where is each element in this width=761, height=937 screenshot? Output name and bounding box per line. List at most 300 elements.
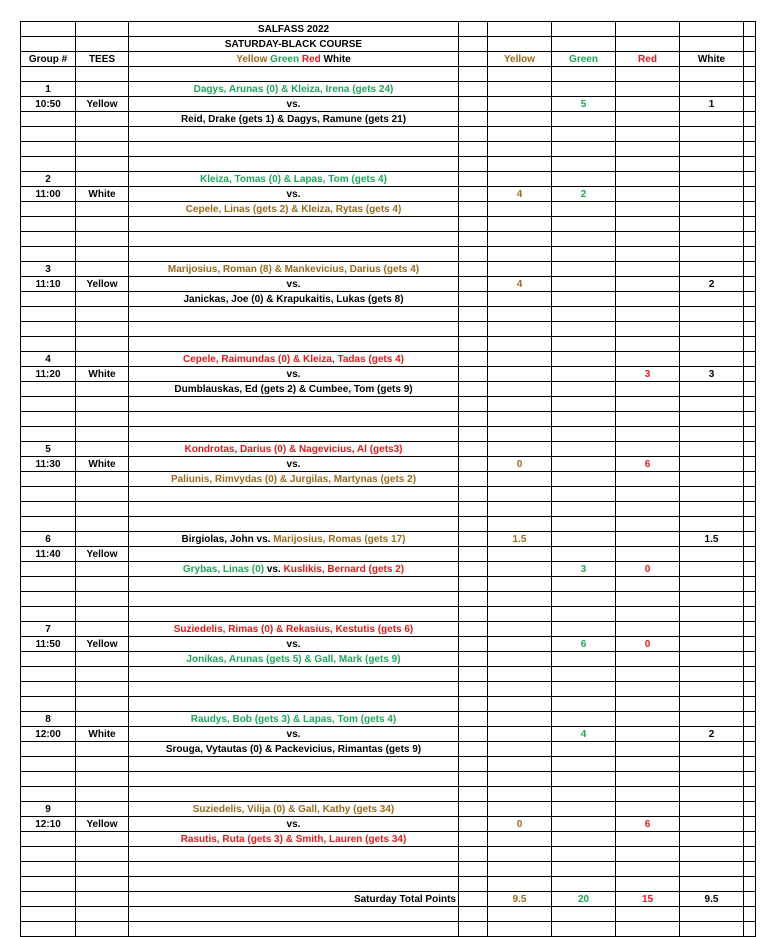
empty-cell bbox=[552, 772, 616, 787]
tees-color: White bbox=[76, 367, 129, 382]
empty-cell bbox=[488, 67, 552, 82]
empty-cell bbox=[129, 502, 459, 517]
empty-cell bbox=[21, 412, 76, 427]
empty-cell bbox=[459, 367, 488, 382]
empty-cell bbox=[459, 742, 488, 757]
empty-cell bbox=[76, 217, 129, 232]
empty-cell bbox=[488, 577, 552, 592]
empty-cell bbox=[552, 22, 616, 37]
empty-cell bbox=[680, 37, 744, 52]
empty-cell bbox=[488, 877, 552, 892]
sheet-row bbox=[21, 922, 756, 937]
empty-cell bbox=[744, 262, 756, 277]
sheet-row bbox=[21, 412, 756, 427]
empty-cell bbox=[21, 337, 76, 352]
score-green: 4 bbox=[552, 727, 616, 742]
empty-cell bbox=[76, 592, 129, 607]
empty-cell bbox=[680, 442, 744, 457]
empty-cell bbox=[744, 757, 756, 772]
empty-cell bbox=[680, 67, 744, 82]
empty-cell bbox=[488, 82, 552, 97]
empty-cell bbox=[488, 352, 552, 367]
empty-cell bbox=[680, 547, 744, 562]
sheet-row bbox=[21, 187, 756, 202]
vs-label: vs. bbox=[129, 637, 459, 652]
group-number: 6 bbox=[21, 532, 76, 547]
empty-cell bbox=[488, 37, 552, 52]
tees-color: Yellow bbox=[76, 97, 129, 112]
sheet-row bbox=[21, 67, 756, 82]
empty-cell bbox=[616, 667, 680, 682]
empty-cell bbox=[680, 202, 744, 217]
empty-cell bbox=[76, 652, 129, 667]
empty-cell bbox=[76, 742, 129, 757]
empty-cell bbox=[459, 172, 488, 187]
empty-cell bbox=[552, 262, 616, 277]
score-red bbox=[616, 727, 680, 742]
empty-cell bbox=[616, 442, 680, 457]
sheet-row bbox=[21, 667, 756, 682]
empty-cell bbox=[21, 562, 76, 577]
empty-cell bbox=[744, 202, 756, 217]
empty-cell bbox=[744, 382, 756, 397]
match-pair-bottom: Srouga, Vytautas (0) & Packevicius, Rimantas (gets 9) bbox=[129, 742, 459, 757]
empty-cell bbox=[552, 442, 616, 457]
score-red: 0 bbox=[616, 562, 680, 577]
empty-cell bbox=[459, 772, 488, 787]
empty-cell bbox=[76, 382, 129, 397]
empty-cell bbox=[76, 622, 129, 637]
empty-cell bbox=[680, 682, 744, 697]
sheet-row bbox=[21, 322, 756, 337]
column-header-white: White bbox=[680, 52, 744, 67]
sheet-row bbox=[21, 142, 756, 157]
empty-cell bbox=[744, 307, 756, 322]
empty-cell bbox=[459, 847, 488, 862]
empty-cell bbox=[76, 847, 129, 862]
score-yellow bbox=[488, 97, 552, 112]
empty-cell bbox=[744, 442, 756, 457]
empty-cell bbox=[21, 787, 76, 802]
team-legend bbox=[129, 52, 459, 67]
empty-cell bbox=[616, 622, 680, 637]
sheet-row bbox=[21, 112, 756, 127]
tee-time: 11:10 bbox=[21, 277, 76, 292]
empty-cell bbox=[616, 112, 680, 127]
empty-cell bbox=[488, 292, 552, 307]
sheet-row bbox=[21, 817, 756, 832]
empty-cell bbox=[129, 157, 459, 172]
empty-cell bbox=[76, 802, 129, 817]
score-yellow bbox=[488, 727, 552, 742]
empty-cell bbox=[21, 322, 76, 337]
score-white: 2 bbox=[680, 727, 744, 742]
empty-cell bbox=[616, 772, 680, 787]
empty-cell bbox=[744, 217, 756, 232]
empty-cell bbox=[76, 442, 129, 457]
sheet-row bbox=[21, 37, 756, 52]
empty-cell bbox=[21, 202, 76, 217]
empty-cell bbox=[552, 667, 616, 682]
empty-cell bbox=[21, 142, 76, 157]
empty-cell bbox=[680, 82, 744, 97]
empty-cell bbox=[488, 802, 552, 817]
empty-cell bbox=[744, 592, 756, 607]
vs-label: vs. bbox=[256, 533, 271, 545]
empty-cell bbox=[459, 142, 488, 157]
sheet-row bbox=[21, 442, 756, 457]
empty-cell bbox=[488, 112, 552, 127]
sheet-row bbox=[21, 862, 756, 877]
empty-cell bbox=[76, 307, 129, 322]
sheet-row bbox=[21, 502, 756, 517]
empty-cell bbox=[459, 517, 488, 532]
empty-cell bbox=[680, 577, 744, 592]
score-green bbox=[552, 457, 616, 472]
empty-cell bbox=[680, 757, 744, 772]
empty-cell bbox=[488, 262, 552, 277]
empty-cell bbox=[744, 682, 756, 697]
match-pair-bottom: Janickas, Joe (0) & Krapukaitis, Lukas (gets 8) bbox=[129, 292, 459, 307]
empty-cell bbox=[488, 697, 552, 712]
legend-red: Red bbox=[301, 53, 321, 65]
sheet-row bbox=[21, 832, 756, 847]
empty-cell bbox=[616, 907, 680, 922]
empty-cell bbox=[744, 517, 756, 532]
empty-cell bbox=[744, 472, 756, 487]
empty-cell bbox=[76, 22, 129, 37]
empty-cell bbox=[616, 142, 680, 157]
sheet-row bbox=[21, 772, 756, 787]
empty-cell bbox=[616, 82, 680, 97]
empty-cell bbox=[21, 247, 76, 262]
tee-time: 11:00 bbox=[21, 187, 76, 202]
empty-cell bbox=[552, 382, 616, 397]
empty-cell bbox=[488, 757, 552, 772]
tee-time: 11:50 bbox=[21, 637, 76, 652]
empty-cell bbox=[488, 922, 552, 937]
match-pair-bottom: Cepele, Linas (gets 2) & Kleiza, Rytas (gets 4) bbox=[129, 202, 459, 217]
empty-cell bbox=[488, 322, 552, 337]
score-yellow: 4 bbox=[488, 277, 552, 292]
empty-cell bbox=[459, 892, 488, 907]
sheet-row bbox=[21, 877, 756, 892]
empty-cell bbox=[459, 397, 488, 412]
empty-cell bbox=[616, 802, 680, 817]
tees-color: White bbox=[76, 457, 129, 472]
empty-cell bbox=[459, 112, 488, 127]
empty-cell bbox=[129, 217, 459, 232]
empty-cell bbox=[616, 382, 680, 397]
empty-cell bbox=[459, 352, 488, 367]
empty-cell bbox=[459, 817, 488, 832]
sheet-row bbox=[21, 652, 756, 667]
empty-cell bbox=[488, 862, 552, 877]
empty-cell bbox=[129, 142, 459, 157]
empty-cell bbox=[744, 862, 756, 877]
empty-cell bbox=[680, 847, 744, 862]
empty-cell bbox=[552, 487, 616, 502]
empty-cell bbox=[680, 802, 744, 817]
empty-cell bbox=[744, 832, 756, 847]
empty-cell bbox=[680, 22, 744, 37]
empty-cell bbox=[459, 97, 488, 112]
sheet-row bbox=[21, 622, 756, 637]
empty-cell bbox=[616, 712, 680, 727]
sheet-row bbox=[21, 802, 756, 817]
empty-cell bbox=[680, 472, 744, 487]
empty-cell bbox=[488, 472, 552, 487]
sheet-row bbox=[21, 82, 756, 97]
score-green bbox=[552, 817, 616, 832]
empty-cell bbox=[744, 277, 756, 292]
empty-cell bbox=[744, 172, 756, 187]
group-number: 1 bbox=[21, 82, 76, 97]
empty-cell bbox=[459, 277, 488, 292]
group-number: 7 bbox=[21, 622, 76, 637]
sheet-row bbox=[21, 352, 756, 367]
empty-cell bbox=[129, 877, 459, 892]
empty-cell bbox=[744, 907, 756, 922]
empty-cell bbox=[744, 247, 756, 262]
empty-cell bbox=[680, 247, 744, 262]
tees-color: Yellow bbox=[76, 817, 129, 832]
empty-cell bbox=[552, 157, 616, 172]
empty-cell bbox=[744, 622, 756, 637]
empty-cell bbox=[76, 892, 129, 907]
column-header-green: Green bbox=[552, 52, 616, 67]
empty-cell bbox=[488, 397, 552, 412]
empty-cell bbox=[744, 427, 756, 442]
empty-cell bbox=[459, 502, 488, 517]
empty-cell bbox=[459, 562, 488, 577]
score-red bbox=[616, 532, 680, 547]
empty-cell bbox=[552, 622, 616, 637]
empty-cell bbox=[744, 292, 756, 307]
sheet-row bbox=[21, 682, 756, 697]
empty-cell bbox=[552, 202, 616, 217]
empty-cell bbox=[616, 397, 680, 412]
total-green: 20 bbox=[552, 892, 616, 907]
empty-cell bbox=[744, 607, 756, 622]
sheet-row bbox=[21, 757, 756, 772]
empty-cell bbox=[744, 112, 756, 127]
empty-cell bbox=[76, 112, 129, 127]
empty-cell bbox=[488, 772, 552, 787]
empty-cell bbox=[488, 232, 552, 247]
match-pair-top: Marijosius, Roman (8) & Mankevicius, Darius (gets 4) bbox=[129, 262, 459, 277]
empty-cell bbox=[488, 172, 552, 187]
empty-cell bbox=[488, 247, 552, 262]
empty-cell bbox=[21, 472, 76, 487]
empty-cell bbox=[21, 22, 76, 37]
empty-cell bbox=[616, 67, 680, 82]
empty-cell bbox=[459, 652, 488, 667]
score-red: 6 bbox=[616, 817, 680, 832]
empty-cell bbox=[616, 37, 680, 52]
empty-cell bbox=[129, 322, 459, 337]
empty-cell bbox=[744, 367, 756, 382]
tees-color: Yellow bbox=[76, 277, 129, 292]
match-pair-top: Cepele, Raimundas (0) & Kleiza, Tadas (gets 4) bbox=[129, 352, 459, 367]
empty-cell bbox=[488, 622, 552, 637]
score-green: 6 bbox=[552, 637, 616, 652]
player-left: Grybas, Linas (0) bbox=[182, 563, 265, 575]
sheet-row bbox=[21, 247, 756, 262]
sheet-row bbox=[21, 202, 756, 217]
empty-cell bbox=[616, 922, 680, 937]
sheet-row bbox=[21, 52, 756, 67]
empty-cell bbox=[488, 142, 552, 157]
empty-cell bbox=[616, 292, 680, 307]
sheet-row bbox=[21, 157, 756, 172]
empty-cell bbox=[459, 922, 488, 937]
vs-label: vs. bbox=[129, 727, 459, 742]
empty-cell bbox=[488, 787, 552, 802]
empty-cell bbox=[76, 352, 129, 367]
column-header-yellow: Yellow bbox=[488, 52, 552, 67]
empty-cell bbox=[552, 847, 616, 862]
empty-cell bbox=[680, 127, 744, 142]
empty-cell bbox=[744, 727, 756, 742]
empty-cell bbox=[552, 712, 616, 727]
empty-cell bbox=[552, 697, 616, 712]
match-pair-bottom: Dumblauskas, Ed (gets 2) & Cumbee, Tom (gets 9) bbox=[129, 382, 459, 397]
tees-color: Yellow bbox=[76, 547, 129, 562]
empty-cell bbox=[552, 292, 616, 307]
empty-cell bbox=[680, 217, 744, 232]
empty-cell bbox=[488, 202, 552, 217]
score-green: 2 bbox=[552, 187, 616, 202]
group-number: 4 bbox=[21, 352, 76, 367]
empty-cell bbox=[552, 922, 616, 937]
score-red: 3 bbox=[616, 367, 680, 382]
sheet-row bbox=[21, 217, 756, 232]
empty-cell bbox=[459, 682, 488, 697]
empty-cell bbox=[76, 607, 129, 622]
empty-cell bbox=[552, 877, 616, 892]
sheet-row bbox=[21, 577, 756, 592]
empty-cell bbox=[459, 262, 488, 277]
empty-cell bbox=[744, 802, 756, 817]
empty-cell bbox=[680, 307, 744, 322]
empty-cell bbox=[616, 22, 680, 37]
empty-cell bbox=[459, 637, 488, 652]
empty-cell bbox=[459, 832, 488, 847]
empty-cell bbox=[488, 667, 552, 682]
empty-cell bbox=[552, 577, 616, 592]
empty-cell bbox=[21, 652, 76, 667]
empty-cell bbox=[459, 667, 488, 682]
match-single bbox=[129, 532, 459, 547]
score-sheet bbox=[20, 21, 756, 937]
empty-cell bbox=[616, 577, 680, 592]
empty-cell bbox=[680, 412, 744, 427]
score-white bbox=[680, 187, 744, 202]
empty-cell bbox=[76, 292, 129, 307]
empty-cell bbox=[129, 862, 459, 877]
empty-cell bbox=[680, 262, 744, 277]
sheet-row bbox=[21, 367, 756, 382]
empty-cell bbox=[129, 307, 459, 322]
empty-cell bbox=[76, 322, 129, 337]
sheet-row bbox=[21, 292, 756, 307]
empty-cell bbox=[744, 652, 756, 667]
sheet-row bbox=[21, 487, 756, 502]
empty-cell bbox=[680, 907, 744, 922]
empty-cell bbox=[680, 157, 744, 172]
score-white: 3 bbox=[680, 367, 744, 382]
empty-cell bbox=[459, 622, 488, 637]
player-right: Kuslikis, Bernard (gets 2) bbox=[283, 563, 405, 575]
empty-cell bbox=[680, 172, 744, 187]
empty-cell bbox=[744, 352, 756, 367]
vs-label: vs. bbox=[129, 97, 459, 112]
empty-cell bbox=[459, 427, 488, 442]
empty-cell bbox=[552, 322, 616, 337]
empty-cell bbox=[680, 322, 744, 337]
score-red: 0 bbox=[616, 637, 680, 652]
empty-cell bbox=[744, 487, 756, 502]
empty-cell bbox=[129, 412, 459, 427]
empty-cell bbox=[21, 682, 76, 697]
empty-cell bbox=[129, 397, 459, 412]
empty-cell bbox=[76, 577, 129, 592]
empty-cell bbox=[129, 757, 459, 772]
empty-cell bbox=[744, 892, 756, 907]
vs-label: vs. bbox=[129, 457, 459, 472]
empty-cell bbox=[76, 757, 129, 772]
empty-cell bbox=[552, 142, 616, 157]
empty-cell bbox=[552, 757, 616, 772]
empty-cell bbox=[680, 427, 744, 442]
empty-cell bbox=[616, 217, 680, 232]
empty-cell bbox=[459, 217, 488, 232]
empty-cell bbox=[552, 112, 616, 127]
sheet-title: SALFASS 2022 bbox=[129, 22, 459, 37]
empty-cell bbox=[552, 682, 616, 697]
empty-cell bbox=[459, 82, 488, 97]
empty-cell bbox=[459, 712, 488, 727]
empty-cell bbox=[744, 817, 756, 832]
empty-cell bbox=[488, 517, 552, 532]
empty-cell bbox=[129, 922, 459, 937]
empty-cell bbox=[616, 322, 680, 337]
empty-cell bbox=[616, 202, 680, 217]
score-white bbox=[680, 562, 744, 577]
empty-cell bbox=[616, 262, 680, 277]
match-pair-bottom: Rasutis, Ruta (gets 3) & Smith, Lauren (gets 34) bbox=[129, 832, 459, 847]
empty-cell bbox=[129, 232, 459, 247]
empty-cell bbox=[552, 607, 616, 622]
empty-cell bbox=[552, 217, 616, 232]
sheet-row bbox=[21, 457, 756, 472]
total-white: 9.5 bbox=[680, 892, 744, 907]
sheet-row bbox=[21, 232, 756, 247]
empty-cell bbox=[488, 487, 552, 502]
legend-white: White bbox=[323, 53, 351, 65]
sheet-row bbox=[21, 637, 756, 652]
score-yellow bbox=[488, 562, 552, 577]
empty-cell bbox=[76, 712, 129, 727]
sheet-subtitle: SATURDAY-BLACK COURSE bbox=[129, 37, 459, 52]
empty-cell bbox=[744, 577, 756, 592]
score-yellow bbox=[488, 637, 552, 652]
empty-cell bbox=[129, 547, 459, 562]
empty-cell bbox=[680, 877, 744, 892]
empty-cell bbox=[488, 427, 552, 442]
group-number: 2 bbox=[21, 172, 76, 187]
